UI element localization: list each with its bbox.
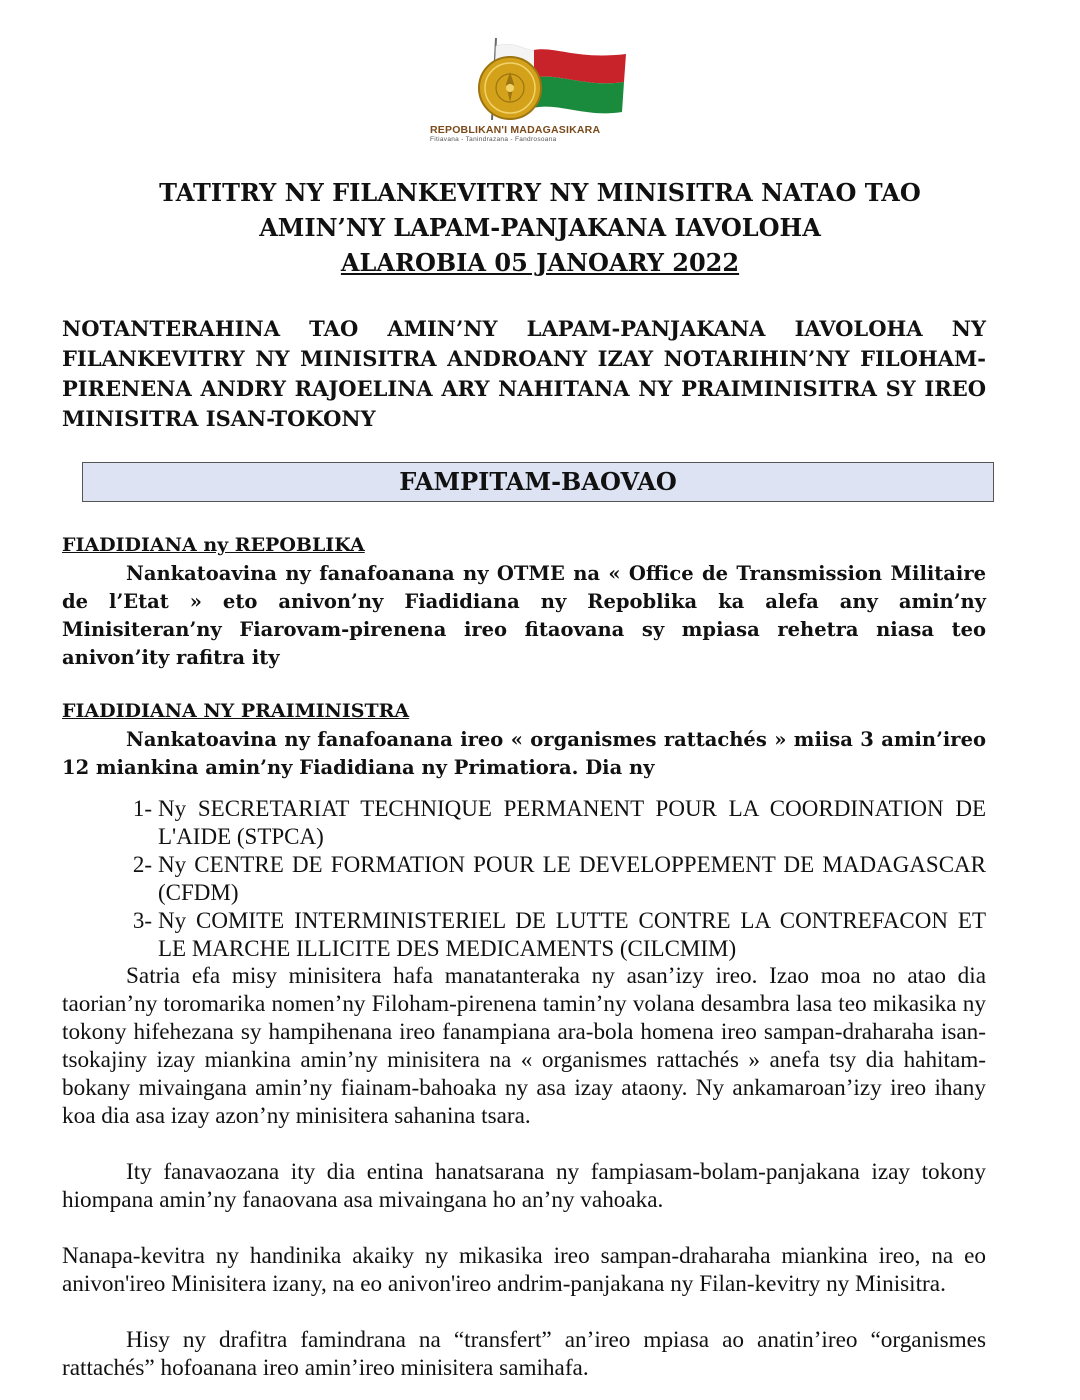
logo-country-name: REPOBLIKAN'I MADAGASIKARA — [430, 124, 601, 136]
seal-and-flag-icon — [426, 32, 636, 124]
list-item — [62, 795, 986, 851]
body-paragraph-1 — [62, 962, 986, 1130]
republic-logo — [426, 32, 636, 150]
section-paragraph-repoblika — [62, 560, 986, 672]
list-number: 2- — [132, 852, 152, 877]
title-line-1: TATITRY NY FILANKEVITRY NY MINISITRA NATAO TAO — [159, 178, 921, 207]
list-number: 1- — [132, 796, 152, 821]
body-paragraph-3: Nanapa-kevitra ny handinika akaiky ny mikasika ireo sampan-draharaha miankina ireo, na eo anivon'ireo Minisitera izany, na eo anivon'ireo andrim-panjakana ny Filan-kevitry ny Minisitra. — [62, 1243, 986, 1297]
list-text: Ny SECRETARIAT TECHNIQUE PERMANENT POUR LA COORDINATION DE L'AIDE (STPCA) — [158, 796, 986, 849]
section-banner: FAMPITAM-BAOVAO — [82, 462, 994, 502]
list-item — [62, 907, 986, 963]
document-title — [40, 175, 1040, 280]
section-heading-praiministra: FIADIDIANA NY PRAIMINISTRA — [62, 700, 410, 722]
document-subtitle: NOTANTERAHINA TAO AMIN’NY LAPAM-PANJAKANA IAVOLOHA NY FILANKEVITRY NY MINISITRA ANDROANY IZAY NOTARIHIN’NY FILOHAM-PIRENENA ANDRY RAJOELINA ARY NAHITANA NY PRAIMINISITRA SY IREO MINISITRA ISAN-TOKONY — [62, 316, 986, 431]
section-heading-repoblika: FIADIDIANA ny REPOBLIKA — [62, 534, 365, 556]
paragraph-text: Ity fanavaozana ity dia entina hanatsarana ny fampiasam-bolam-panjakana izay tokony hiompana amin’ny fanaovana asa mivaingana ho an’ny vahoaka. — [62, 1159, 986, 1213]
paragraph-text: Nankatoavina ny fanafoanana ny OTME na « Office de Transmission Militaire de l’Etat » eto anivon’ny Fiadidiana ny Repoblika ka alefa any amin’ny Minisiteran’ny Fiarovam-pirenena ireo fitaovana sy mpiasa rehetra niasa teo anivon’ity rafitra ity — [62, 562, 986, 669]
body-paragraph-4 — [62, 1326, 986, 1382]
paragraph-text: Satria efa misy minisitera hafa manatanteraka ny asan’izy ireo. Izao moa no atao dia taorian’ny toromarika nomen’ny Filoham-pirenena tamin’ny volana desambra lasa teo mikasika ny tokony hifehezana sy hampihenana ireo fanampiana ara-bola homena ireo sampan-draharaha isan-tsokajiny izay miankina amin’ny minisitera na « organismes rattachés » anefa tsy dia hahitam-bokany mivaingana amin’ny fiainam-bahoaka ny asa izay ataony. Ny ankamaroan’izy ireo ihany koa dia asa izay azon’ny minisitera sahanina tsara. — [62, 963, 986, 1129]
body-paragraph-2 — [62, 1158, 986, 1214]
logo-motto: Fitiavana - Tanindrazana - Fandrosoana — [430, 136, 557, 143]
organisms-list — [62, 795, 986, 963]
section-paragraph-praiministra — [62, 726, 986, 782]
paragraph-text: Hisy ny drafitra famindrana na “transfert” an’ireo mpiasa ao anatin’ireo “organismes rattachés” hofoanana ireo amin’ireo minisitera samihafa. — [62, 1327, 986, 1381]
list-item — [62, 851, 986, 907]
list-number: 3- — [132, 908, 152, 933]
paragraph-text: Nankatoavina ny fanafoanana ireo « organismes rattachés » miisa 3 amin’ireo 12 miankina amin’ny Fiadidiana ny Primatiora. Dia ny — [62, 728, 986, 779]
list-text: Ny CENTRE DE FORMATION POUR LE DEVELOPPEMENT DE MADAGASCAR (CFDM) — [158, 852, 986, 905]
title-line-2: AMIN’NY LAPAM-PANJAKANA IAVOLOHA — [259, 213, 821, 242]
title-date: ALAROBIA 05 JANOARY 2022 — [340, 248, 740, 277]
list-text: Ny COMITE INTERMINISTERIEL DE LUTTE CONTRE LA CONTREFACON ET LE MARCHE ILLICITE DES MEDICAMENTS (CILCMIM) — [158, 908, 986, 961]
